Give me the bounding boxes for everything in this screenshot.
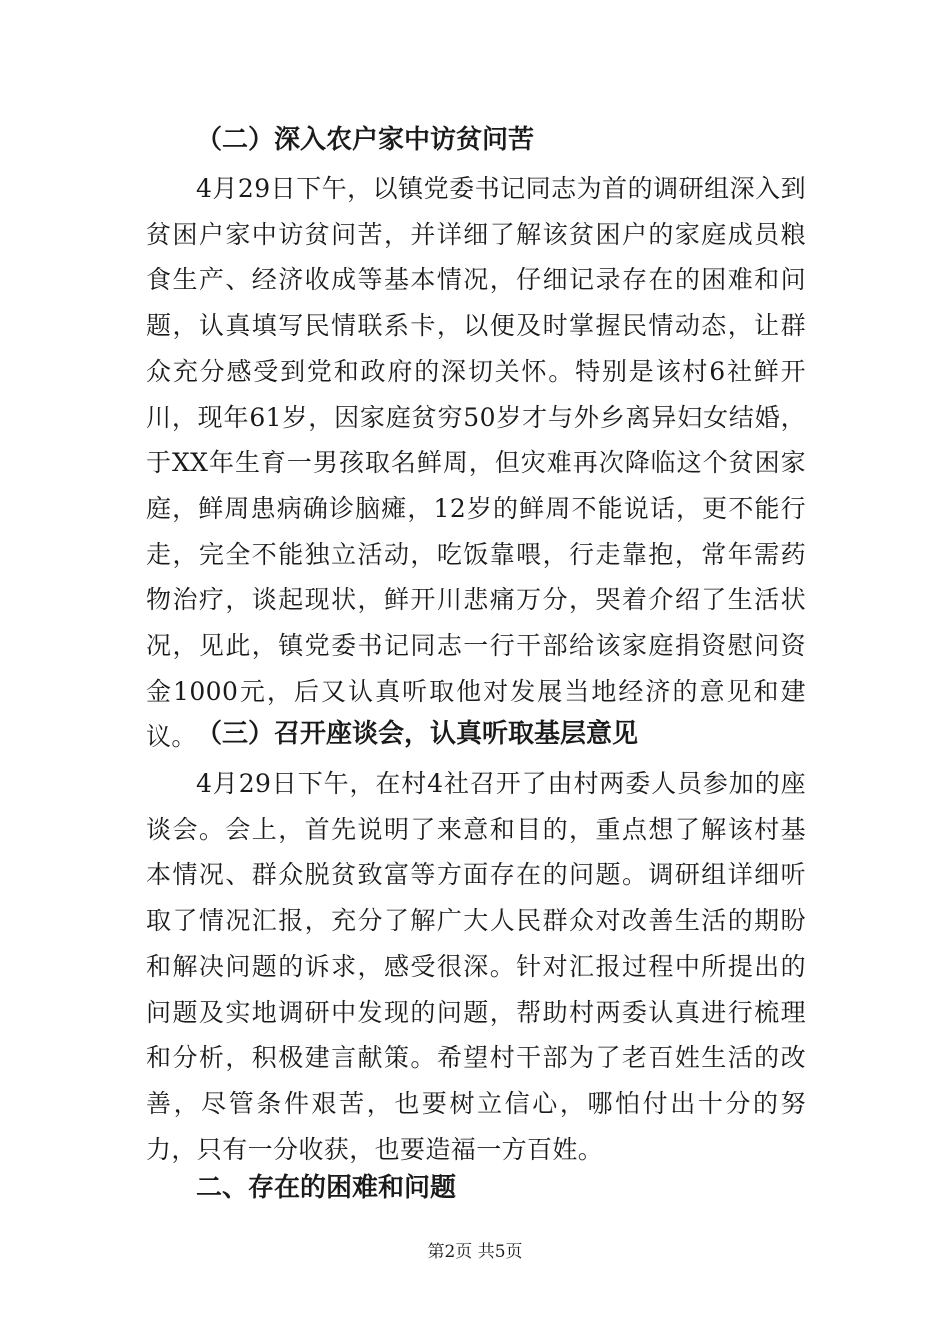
paragraph-visit-poor-households: 4月29日下午，以镇党委书记同志为首的调研组深入到贫困户家中访贫问苦，并详细了解该贫困户的家庭成员粮食生产、经济收成等基本情况，仔细记录存在的困难和问题，认真填写民情联系卡，以便及时掌握民情动态，让群众充分感受到党和政府的深切关怀。特别是该村6社鲜开川，现年61岁，因家庭贫穷50岁才与外乡离异妇女结婚，于XX年生育一男孩取名鲜周，但灾难再次降临这个贫困家庭，鲜周患病确诊脑瘫，12岁的鲜周不能说话，更不能行走，完全不能独立活动，吃饭靠喂，行走靠抱，常年需药物治疗，谈起现状，鲜开川悲痛万分，哭着介绍了生活状况，见此，镇党委书记同志一行干部给该家庭捐资慰问资金1000元，后又认真听取他对发展当地经济的意见和建议。 xyxy=(146,174,806,752)
section-heading-symposium: （三）召开座谈会，认真听取基层意见 xyxy=(196,719,639,749)
page-number-footer: 第2页 共5页 xyxy=(427,1242,523,1262)
section-heading-visit-poor-households: （二）深入农户家中访贫问苦 xyxy=(196,125,535,155)
paragraph-symposium: 4月29日下午，在村4社召开了由村两委人员参加的座谈会。会上，首先说明了来意和目的，重点想了解该村基本情况、群众脱贫致富等方面存在的问题。调研组详细听取了情况汇报，充分了解广大人民群众对改善生活的期盼和解决问题的诉求，感受很深。针对汇报过程中所提出的问题及实地调研中发现的问题，帮助村两委认真进行梳理和分析，积极建言献策。希望村干部为了老百姓生活的改善，尽管条件艰苦，也要树立信心，哪怕付出十分的努力，只有一分收获，也要造福一方百姓。 xyxy=(146,769,806,1164)
part-heading-difficulties-and-problems: 二、存在的困难和问题 xyxy=(196,1173,457,1203)
